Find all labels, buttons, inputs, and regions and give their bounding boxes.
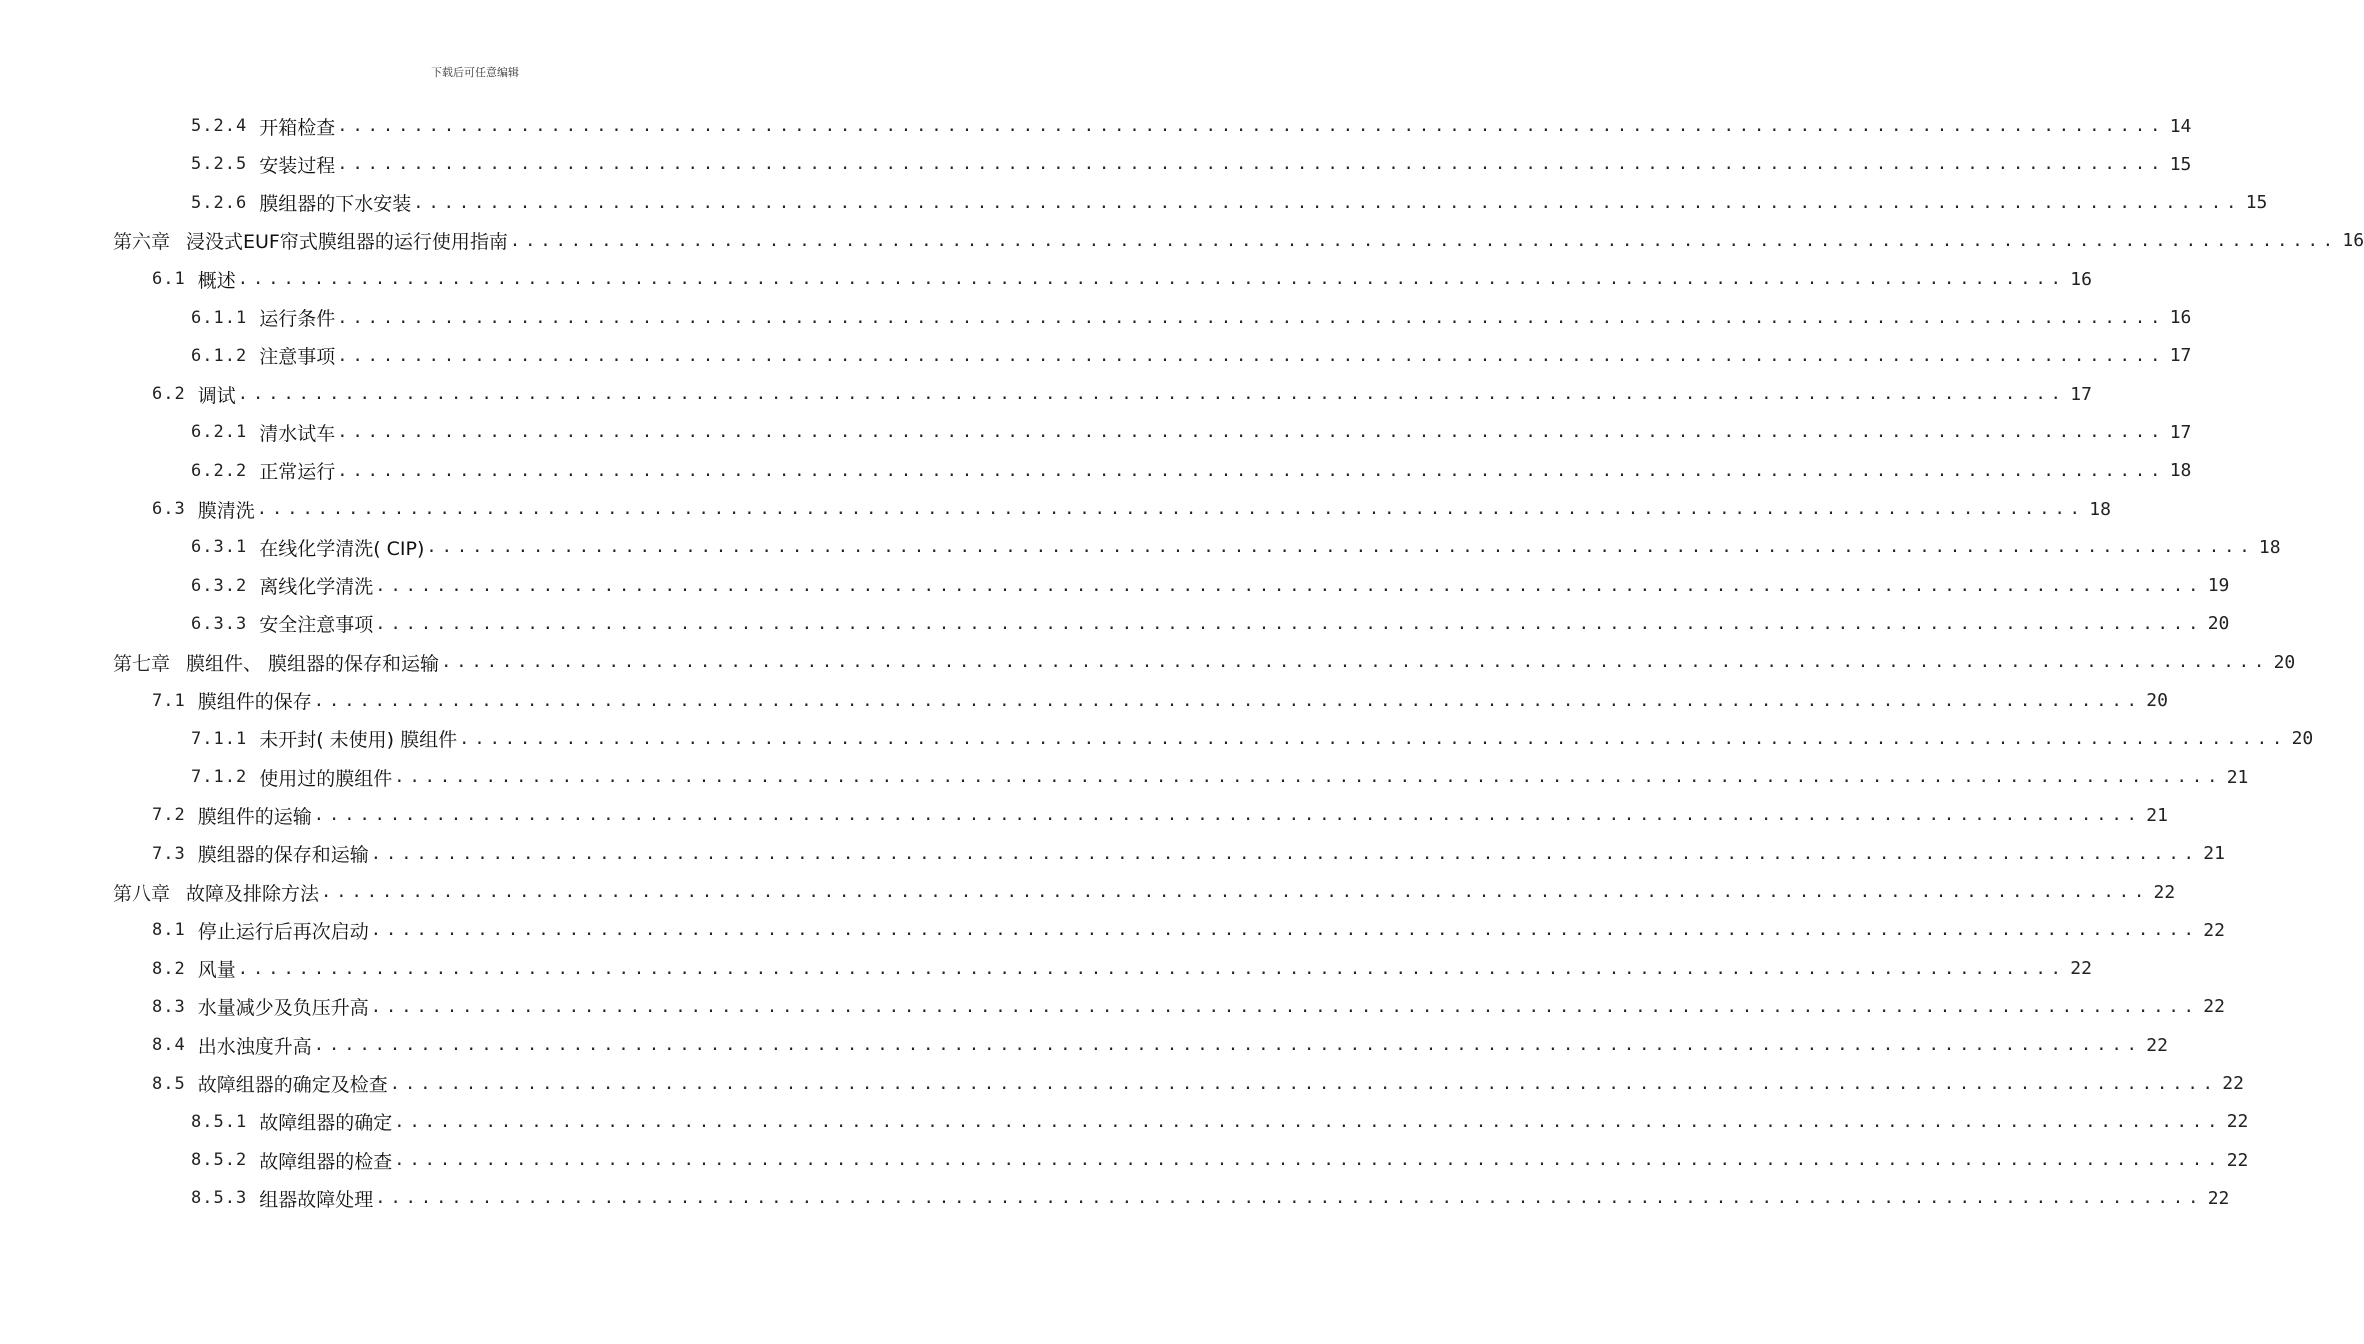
toc-entry[interactable]: [191, 1141, 2249, 1179]
toc-entry-page: 22: [2203, 996, 2225, 1018]
toc-leader-dots: ........................................................................................................................: [337, 422, 2166, 443]
toc-entry-title: 清水试车: [259, 422, 336, 445]
toc-entry-page: 19: [2207, 575, 2230, 597]
toc-entry-page: 17: [2070, 383, 2092, 405]
toc-entry-page: 14: [2169, 115, 2192, 137]
toc-leader-dots: ........................................................................................................................: [337, 154, 2166, 175]
toc-entry-page: 18: [2089, 498, 2111, 520]
toc-entry[interactable]: [113, 873, 2176, 911]
toc-entry-title: 出水浊度升高: [197, 1035, 312, 1058]
toc-entry-title: 膜组件、 膜组器的保存和运输: [186, 652, 440, 675]
toc-entry[interactable]: [191, 145, 2192, 183]
toc-entry-number: 8.1: [152, 920, 186, 941]
toc-entry-number: 第六章: [113, 231, 171, 254]
toc-entry[interactable]: [191, 605, 2230, 643]
toc-entry-number: 7.1: [152, 690, 186, 711]
toc-leader-dots: ........................................................................................................................: [237, 958, 2066, 979]
toc-leader-dots: ........................................................................................................................: [313, 805, 2142, 826]
toc-leader-dots: ........................................................................................................................: [256, 499, 2085, 519]
toc-entry-title: 运行条件: [259, 308, 336, 330]
toc-entry-page: 22: [2222, 1073, 2244, 1094]
toc-entry-number: 8.2: [152, 958, 186, 979]
toc-entry-number: 8.3: [152, 996, 186, 1017]
toc-entry-title: 离线化学清洗: [259, 576, 374, 599]
toc-leader-dots: ........................................................................................................................: [509, 230, 2339, 251]
toc-entry-title: 风量: [197, 959, 236, 982]
toc-entry[interactable]: [152, 1026, 2168, 1064]
toc-leader-dots: ........................................................................................................................: [337, 307, 2166, 328]
toc-entry-number: 7.1.2: [191, 767, 248, 788]
toc-entry-title: 注意事项: [259, 346, 336, 369]
toc-entry-page: 20: [2291, 728, 2314, 750]
toc-entry-page: 22: [2070, 958, 2092, 980]
toc-entry[interactable]: [191, 452, 2192, 490]
toc-leader-dots: ........................................................................................................................: [237, 269, 2066, 290]
toc-entry-title: 故障组器的确定: [259, 1112, 393, 1135]
toc-entry-number: 6.3.3: [191, 613, 248, 634]
toc-entry-number: 7.2: [152, 805, 186, 826]
toc-entry-title: 使用过的膜组件: [259, 767, 393, 790]
toc-entry-page: 20: [2273, 651, 2296, 673]
toc-entry[interactable]: [152, 682, 2168, 720]
toc-entry[interactable]: [191, 567, 2230, 605]
toc-entry-page: 22: [2226, 1111, 2249, 1133]
toc-entry-number: 8.5.1: [191, 1111, 248, 1132]
toc-entry-number: 8.4: [152, 1035, 186, 1056]
toc-leader-dots: ........................................................................................................................: [313, 1035, 2142, 1056]
toc-entry-title: 膜组件的保存: [197, 691, 312, 713]
toc-leader-dots: ........................................................................................................................: [375, 575, 2204, 596]
toc-leader-dots: ........................................................................................................................: [459, 728, 2288, 749]
toc-entry-number: 6.2: [152, 384, 186, 405]
toc-entry[interactable]: [152, 988, 2225, 1026]
toc-entry-title: 未开封( 未使用) 膜组件: [259, 729, 458, 752]
toc-leader-dots: ........................................................................................................................: [413, 192, 2242, 213]
toc-entry-number: 6.3.1: [191, 537, 248, 558]
toc-entry-number: 7.3: [152, 843, 186, 864]
toc-entry-title: 膜组器的保存和运输: [197, 844, 369, 867]
toc-entry-page: 21: [2146, 804, 2168, 826]
toc-leader-dots: ........................................................................................................................: [441, 652, 2270, 673]
toc-entry-number: 第七章: [113, 652, 171, 675]
toc-entry-page: 20: [2146, 690, 2168, 711]
toc-entry[interactable]: [152, 950, 2092, 988]
toc-leader-dots: ........................................................................................................................: [394, 767, 2223, 788]
toc-entry[interactable]: [191, 720, 2314, 758]
toc-entry-page: 15: [2169, 153, 2192, 175]
toc-entry-title: 开箱检查: [259, 116, 336, 139]
toc-entry[interactable]: [113, 222, 2364, 260]
toc-entry-page: 16: [2169, 307, 2192, 328]
toc-entry-page: 17: [2169, 421, 2192, 443]
toc-entry-title: 膜组器的下水安装: [259, 193, 412, 216]
toc-entry-number: 第八章: [113, 882, 171, 905]
toc-entry-number: 6.2.1: [191, 422, 248, 443]
toc-entry-title: 停止运行后再次启动: [197, 920, 369, 943]
toc-entry-number: 8.5: [152, 1073, 186, 1094]
toc-entry-title: 故障组器的确定及检查: [197, 1074, 388, 1096]
toc-entry-page: 20: [2207, 613, 2230, 635]
toc-entry-number: 6.1.2: [191, 345, 248, 366]
toc-entry-page: 21: [2203, 843, 2225, 865]
toc-entry-title: 概述: [197, 269, 236, 292]
toc-leader-dots: ........................................................................................................................: [321, 882, 2150, 902]
toc-entry-number: 8.5.2: [191, 1150, 248, 1171]
toc-leader-dots: ........................................................................................................................: [237, 384, 2066, 405]
toc-entry-page: 22: [2153, 881, 2176, 903]
toc-entry[interactable]: [152, 260, 2092, 298]
toc-entry[interactable]: [152, 911, 2225, 949]
toc-entry-number: 6.3.2: [191, 575, 248, 596]
toc-entry[interactable]: [191, 184, 2268, 222]
toc-entry-page: 18: [2258, 536, 2281, 558]
toc-leader-dots: ........................................................................................................................: [370, 843, 2199, 864]
toc-entry[interactable]: [152, 835, 2225, 873]
toc-entry[interactable]: [191, 1179, 2230, 1217]
toc-entry-number: 6.1.1: [191, 307, 248, 328]
page-header: 下载后可任意编辑: [431, 66, 519, 79]
toc-entry[interactable]: [152, 375, 2092, 413]
toc-leader-dots: ........................................................................................................................: [375, 613, 2204, 634]
toc-entry-page: 22: [2146, 1034, 2168, 1056]
toc-entry-page: 15: [2245, 192, 2268, 214]
toc-entry-title: 膜清洗: [197, 499, 255, 522]
toc-entry-page: 22: [2203, 919, 2225, 941]
toc-entry-number: 6.2.2: [191, 460, 248, 481]
toc-leader-dots: ........................................................................................................................: [394, 1150, 2223, 1171]
toc-entry[interactable]: [191, 528, 2281, 566]
toc-entry-page: 21: [2226, 766, 2249, 788]
toc-entry-title: 故障及排除方法: [186, 882, 320, 905]
toc-leader-dots: ........................................................................................................................: [426, 537, 2255, 558]
toc-entry[interactable]: [191, 413, 2192, 451]
toc-leader-dots: ........................................................................................................................: [370, 920, 2199, 941]
toc-leader-dots: ........................................................................................................................: [337, 460, 2166, 481]
toc-entry[interactable]: [191, 107, 2192, 145]
toc-entry-title: 膜组件的运输: [197, 805, 312, 828]
toc-entry-number: 8.5.3: [191, 1188, 248, 1209]
toc-entry-page: 22: [2226, 1149, 2249, 1171]
toc-entry-page: 17: [2169, 345, 2192, 367]
toc-entry-number: 5.2.4: [191, 116, 248, 136]
toc-leader-dots: ........................................................................................................................: [375, 1188, 2204, 1209]
toc-leader-dots: ........................................................................................................................: [337, 116, 2166, 136]
toc-entry-number: 6.1: [152, 269, 186, 290]
toc-entry-page: 16: [2342, 230, 2364, 252]
toc-entry[interactable]: [191, 299, 2192, 337]
toc-leader-dots: ........................................................................................................................: [370, 996, 2199, 1017]
toc-leader-dots: ........................................................................................................................: [313, 690, 2142, 711]
toc-entry[interactable]: [113, 643, 2296, 681]
toc-entry-number: 6.3: [152, 499, 186, 519]
toc-entry-title: 在线化学清洗( CIP): [259, 537, 425, 560]
toc-entry-title: 安装过程: [259, 154, 336, 177]
toc-leader-dots: ........................................................................................................................: [394, 1111, 2223, 1132]
toc-entry-title: 正常运行: [259, 461, 336, 484]
toc-entry[interactable]: [152, 1065, 2244, 1103]
toc-entry-page: 22: [2207, 1187, 2230, 1209]
toc-entry-title: 水量减少及负压升高: [197, 997, 369, 1020]
toc-entry-page: 18: [2169, 460, 2192, 482]
toc-entry-title: 组器故障处理: [259, 1188, 374, 1211]
toc-entry[interactable]: [152, 490, 2111, 528]
toc-entry-page: 16: [2070, 268, 2092, 290]
toc-entry[interactable]: [152, 796, 2168, 834]
toc-entry-number: 7.1.1: [191, 728, 248, 749]
toc-entry-title: 调试: [197, 384, 236, 407]
toc-entry[interactable]: [191, 337, 2192, 375]
toc-entry-title: 安全注意事项: [259, 614, 374, 637]
toc-leader-dots: ........................................................................................................................: [389, 1073, 2218, 1094]
toc-leader-dots: ........................................................................................................................: [337, 345, 2166, 366]
toc-entry[interactable]: [191, 758, 2249, 796]
toc-entry-title: 浸没式EUF帘式膜组器的运行使用指南: [186, 231, 508, 254]
toc-entry-title: 故障组器的检查: [259, 1150, 393, 1173]
toc-entry[interactable]: [191, 1103, 2249, 1141]
toc-entry-number: 5.2.5: [191, 154, 248, 175]
toc-entry-number: 5.2.6: [191, 192, 248, 213]
